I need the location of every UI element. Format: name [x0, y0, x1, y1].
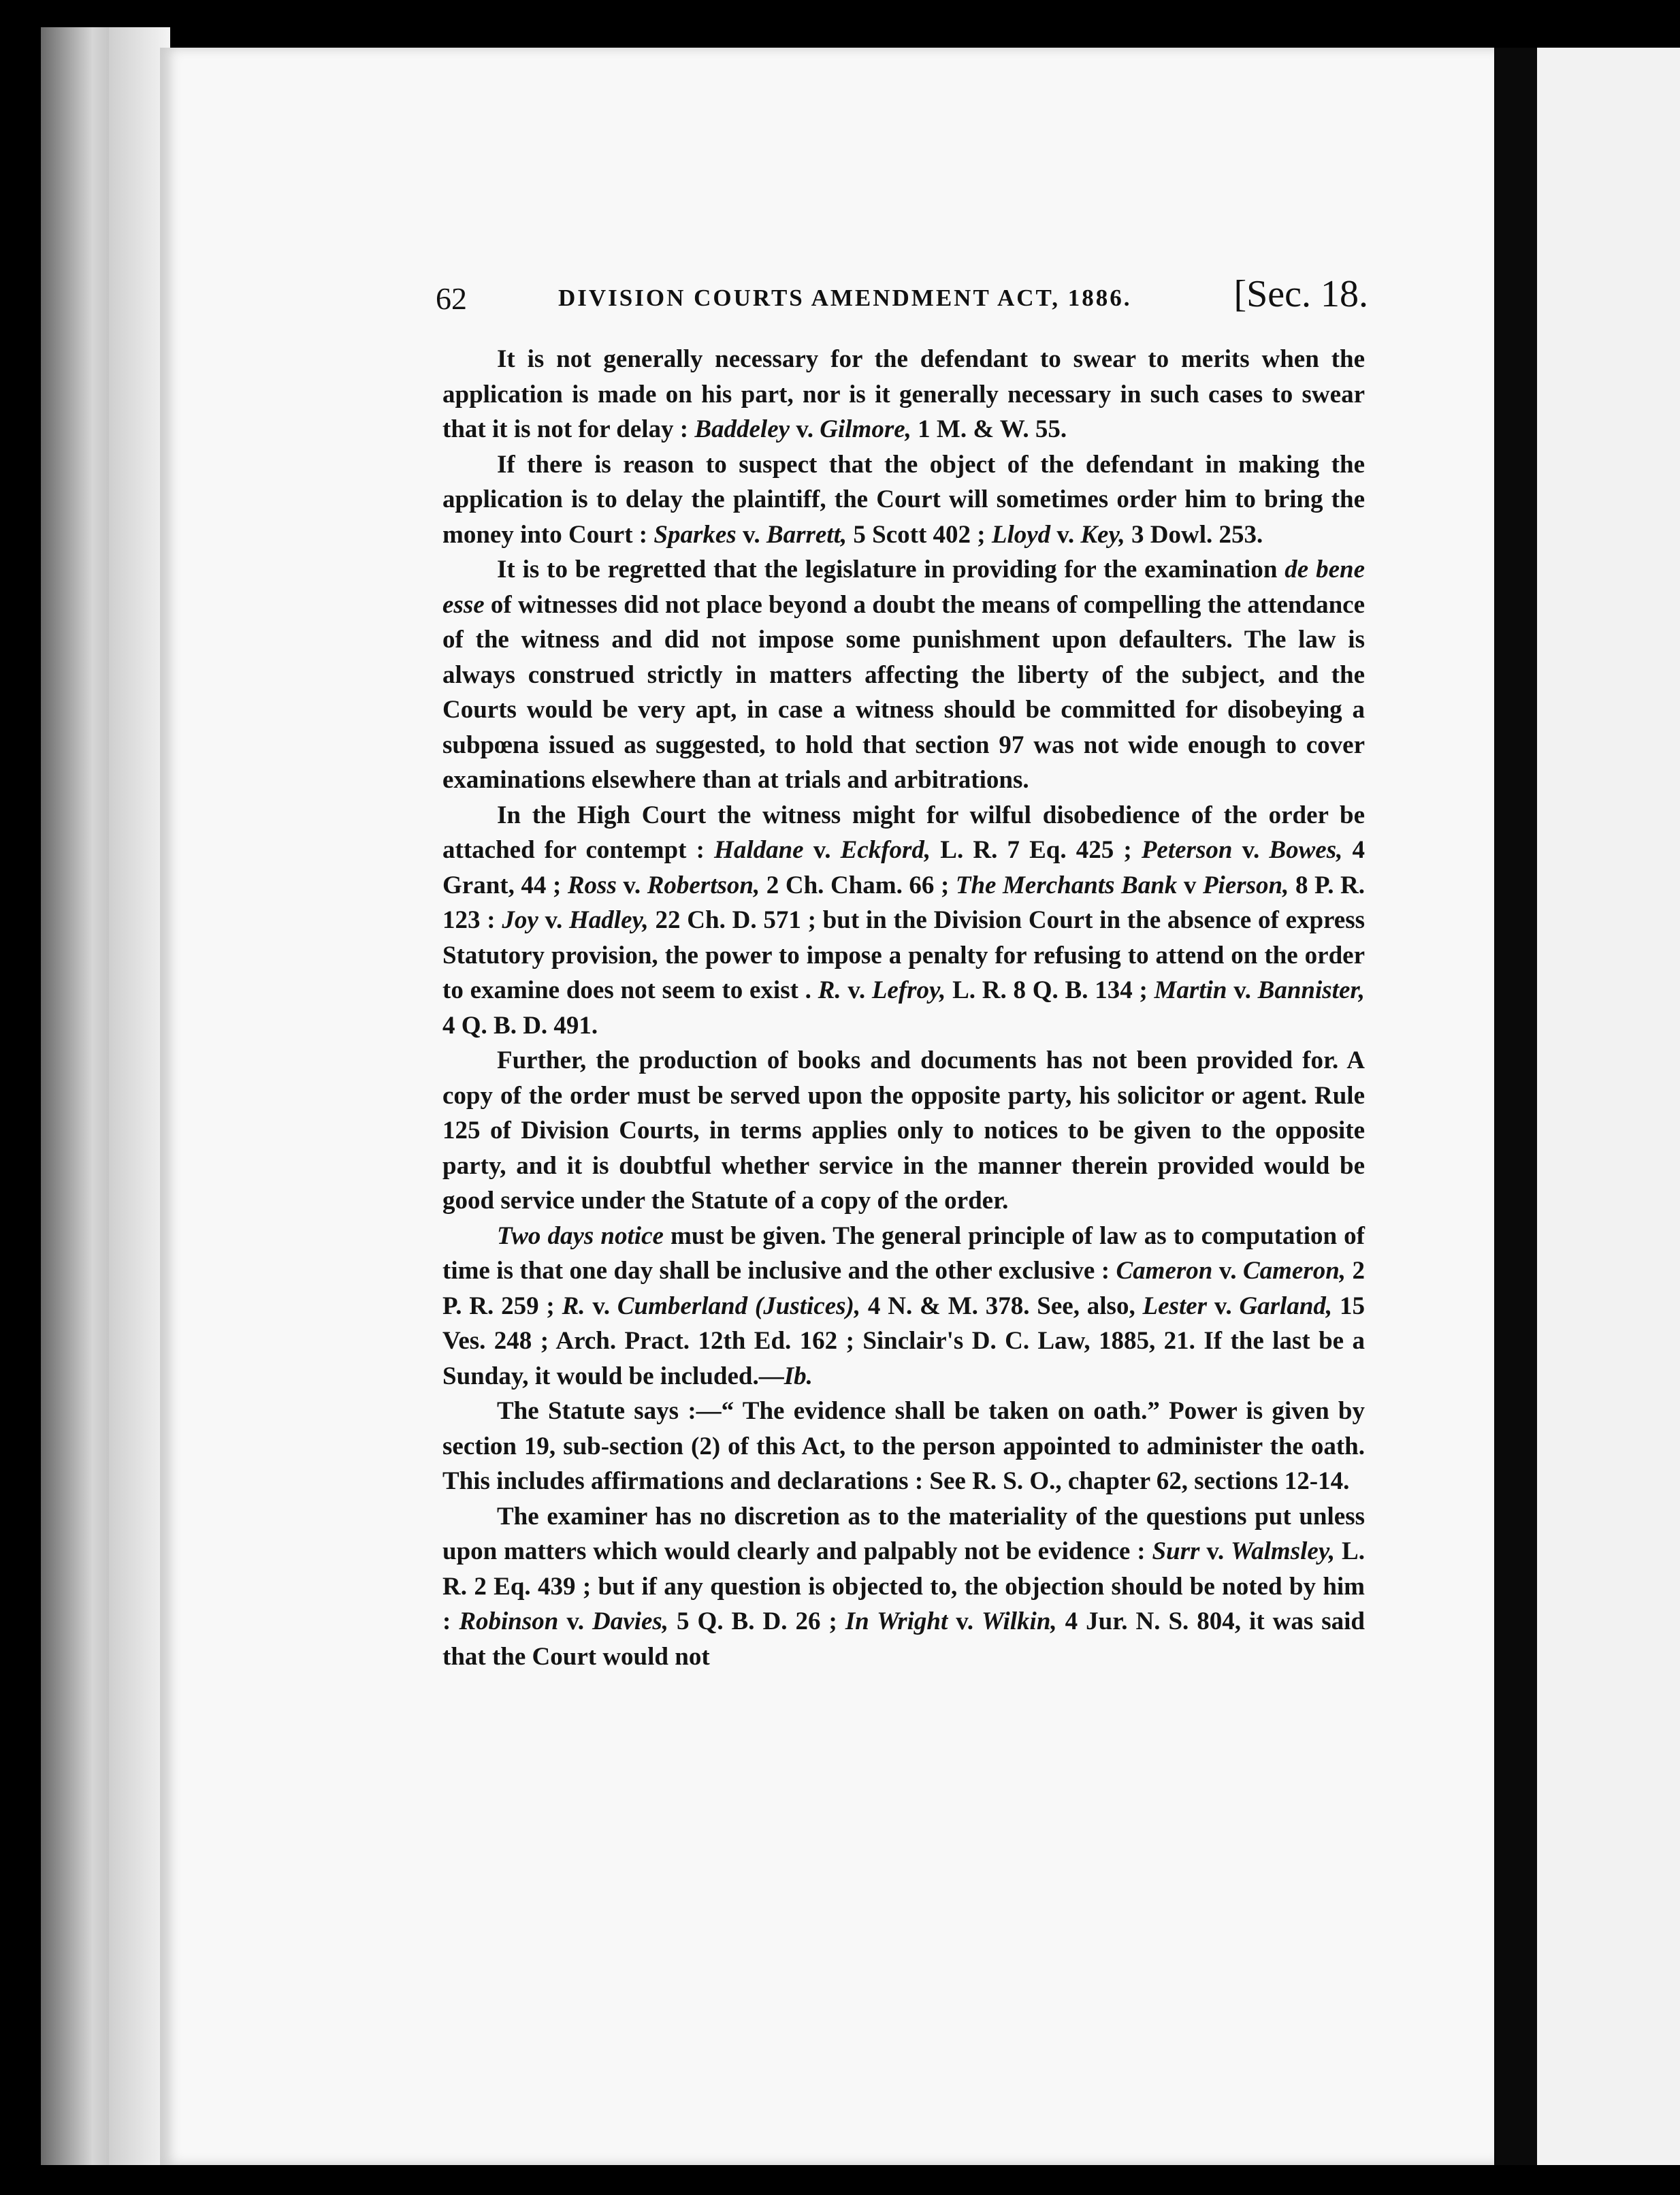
case-citation: de bene esse: [442, 556, 1365, 619]
text-run: In the High Court the witness might for wilful disobedience of the order be attached for contempt :: [442, 801, 1365, 864]
case-citation: Cumberland (Justices),: [617, 1292, 861, 1320]
text-run: v.: [1050, 520, 1081, 549]
case-citation: Hadley,: [569, 906, 649, 934]
case-citation: Gilmore,: [820, 415, 911, 443]
text-run: 22 Ch. D. 571 ; but in the Division Court in the absence of express Statutory provision, the power to impose a penalty for refusing to attend on the order to examine does not seem to exist .: [442, 906, 1366, 1004]
case-citation: Garland,: [1239, 1292, 1333, 1320]
paragraph: [442, 1219, 1365, 1394]
case-citation: The Merchants Bank: [955, 871, 1178, 899]
text-run: v.: [790, 415, 820, 443]
paragraph: [442, 447, 1365, 553]
case-citation: Barrett,: [766, 520, 847, 549]
case-citation: Sparkes: [653, 520, 737, 549]
book-page-edges: [41, 27, 170, 2165]
text-run: v.: [841, 976, 872, 1004]
case-citation: Walmsley,: [1231, 1537, 1336, 1565]
text-run: v.: [1227, 976, 1258, 1004]
case-citation: R.: [562, 1292, 585, 1320]
text-run: 4 N. & M. 378. See, also,: [860, 1292, 1143, 1320]
case-citation: R.: [818, 976, 841, 1004]
text-run: L. R. 7 Eq. 425 ;: [931, 836, 1142, 864]
case-citation: Bannister,: [1257, 976, 1365, 1004]
text-run: Further, the production of books and documents has not been provided for. A copy of the order must be served upon the opposite party, his solicitor or agent. Rule 125 of Division Courts, in terms applies only to notices to be given to the opposite party, and it is doubtful whether service in the manner therein provided would be good service under the Statute of a copy of the order.: [442, 1046, 1365, 1215]
case-citation: Wilkin,: [981, 1607, 1057, 1635]
paragraph: [442, 798, 1365, 1044]
paragraph: [442, 1499, 1365, 1675]
case-citation: Ross: [567, 871, 617, 899]
case-citation: Lefroy,: [871, 976, 946, 1004]
text-run: 1 M. & W. 55.: [911, 415, 1067, 443]
case-citation: In Wright: [845, 1607, 948, 1635]
case-citation: Ib.: [784, 1362, 813, 1390]
text-run: v.: [1207, 1292, 1240, 1320]
section-label: [Sec. 18.: [1233, 273, 1368, 315]
paragraph: [442, 1043, 1365, 1219]
case-citation: Peterson: [1141, 836, 1233, 864]
text-run: 4 Q. B. D. 491.: [442, 1011, 598, 1040]
running-header: [436, 272, 1368, 327]
text-run: L. R. 8 Q. B. 134 ;: [946, 976, 1154, 1004]
text-run: v.: [585, 1292, 617, 1320]
text-run: v.: [538, 906, 570, 934]
case-citation: Baddeley: [694, 415, 790, 443]
case-citation: Lester: [1142, 1292, 1208, 1320]
case-citation: Haldane: [714, 836, 804, 864]
right-page-edge: [1537, 48, 1680, 2165]
case-citation: Lloyd: [991, 520, 1051, 549]
case-citation: Eckford,: [840, 836, 931, 864]
text-run: If there is reason to suspect that the object of the defendant in making the application is to delay the plaintiff, the Court will sometimes order him to bring the money into Court :: [442, 450, 1365, 549]
text-run: v.: [558, 1607, 593, 1635]
case-citation: Surr: [1152, 1537, 1200, 1565]
running-title: DIVISION COURTS AMENDMENT ACT, 1886.: [558, 285, 1132, 311]
case-citation: Key,: [1080, 520, 1125, 549]
text-run: v: [1177, 871, 1203, 899]
text-run: v.: [1199, 1537, 1231, 1565]
text-run: 3 Dowl. 253.: [1125, 520, 1263, 549]
text-run: It is not generally necessary for the defendant to swear to merits when the application is made on his part, nor is it generally necessary in such cases to swear that it is not for delay :: [442, 345, 1365, 443]
case-citation: Martin: [1154, 976, 1227, 1004]
text-run: 15 Ves. 248 ; Arch. Pract. 12th Ed. 162 ; Sinclair's D. C. Law, 1885, 21. If the last be a Sunday, it would be included.—: [442, 1292, 1365, 1390]
paragraph: [442, 1394, 1365, 1499]
text-run: 2 P. R. 259 ;: [442, 1257, 1366, 1320]
text-run: 8 P. R. 123 :: [442, 871, 1365, 934]
paragraph: [442, 552, 1365, 798]
case-citation: Davies,: [592, 1607, 669, 1635]
text-run: L. R. 2 Eq. 439 ; but if any question is objected to, the objection should be noted by him :: [442, 1537, 1365, 1635]
text-run: v.: [948, 1607, 982, 1635]
text-run: v.: [616, 871, 647, 899]
text-run: The Statute says :—“ The evidence shall be taken on oath.” Power is given by section 19, sub-section (2) of this Act, to the person appointed to administer the oath. This includes affirmations and declarations : See R. S. O., chapter 62, sections 12-14.: [442, 1397, 1365, 1495]
case-citation: Bowes,: [1269, 836, 1343, 864]
case-citation: Cameron,: [1242, 1257, 1346, 1285]
page-number: 62: [436, 281, 467, 316]
text-run: v.: [1212, 1257, 1243, 1285]
text-run: of witnesses did not place beyond a doubt the means of compelling the attendance of the witness and did not impose some punishment upon defaulters. The law is always construed strictly in matters affecting the liberty of the subject, and the Courts would be very apt, in case a witness should be committed for disobeying a subpœna issued as suggested, to hold that section 97 was not wide enough to cover examinations elsewhere than at trials and arbitrations.: [442, 590, 1365, 794]
text-run: It is to be regretted that the legislature in providing for the examination: [497, 556, 1285, 583]
case-citation: Two days notice: [497, 1221, 664, 1250]
text-run: v.: [1232, 836, 1270, 864]
case-citation: Robertson,: [647, 871, 760, 899]
text-run: v.: [736, 520, 766, 549]
text-run: v.: [803, 836, 841, 864]
text-run: 5 Scott 402 ;: [847, 520, 992, 549]
book-gutter: [1494, 48, 1537, 2165]
body-text: [442, 342, 1365, 1674]
case-citation: Robinson: [459, 1607, 559, 1635]
text-run: must be given. The general principle of law as to computation of time is that one day shall be inclusive and the other exclusive :: [442, 1221, 1365, 1285]
case-citation: Cameron: [1116, 1257, 1213, 1285]
text-run: 2 Ch. Cham. 66 ;: [760, 871, 956, 899]
text-run: 5 Q. B. D. 26 ;: [668, 1607, 845, 1635]
text-run: The examiner has no discretion as to the materiality of the questions put unless upon matters which would clearly and palpably not be evidence :: [442, 1502, 1365, 1565]
paragraph: [442, 342, 1365, 447]
text-run: 4 Jur. N. S. 804, it was said that the Court would not: [442, 1607, 1366, 1671]
case-citation: Pierson,: [1202, 871, 1289, 899]
text-run: 4 Grant, 44 ;: [442, 836, 1365, 899]
case-citation: Joy: [502, 906, 538, 934]
